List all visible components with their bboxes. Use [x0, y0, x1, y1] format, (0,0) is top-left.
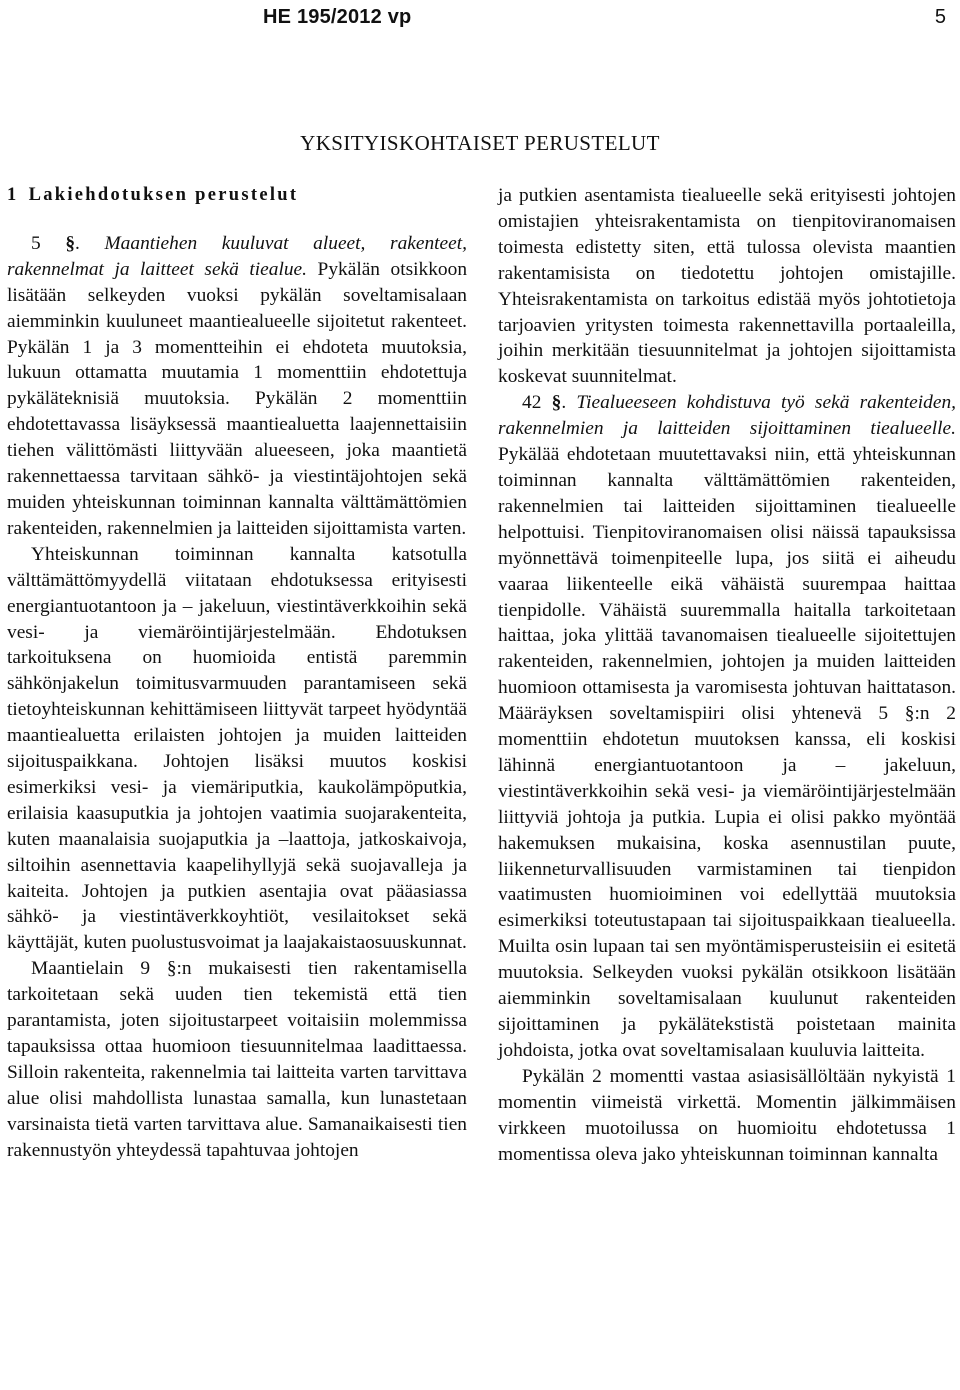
- paragraph: Pykälän 2 momentti vastaa asiasisällöltään nykyistä 1 momentin viimeistä virkettä. Momentin jälkimmäisen virkkeen muotoilussa on huomioitu ehdotetussa 1 momentissa oleva jako yhteiskunnan toiminnan kannalta: [498, 1065, 956, 1165]
- paragraph: Maantielain 9 §:n mukaisesti tien rakentamisella tarkoitetaan sekä uuden tien tekemistä että tien parantamista, joten sijoitustarpeet voitaisiin molemmissa tapauksissa ottaa huomioon tiesuunnitelmaa laadittaessa. Silloin rakenteita, rakennelmia tai laitteita varten tarvittava alue olisi mahdollista lunastaa samalla, kun lunastetaan varsinaista tietä varten tarvittava alue. Samanaikaisesti tien rakennustyön yhteydessä tapahtuvaa johtojen: [7, 958, 467, 1161]
- section-title-42: Tiealueeseen kohdistuva työ sekä rakenteiden, rakennelmien ja laitteiden sijoittaminen tiealueelle.: [498, 392, 956, 440]
- section-title: YKSITYISKOHTAISET PERUSTELUT: [300, 131, 660, 155]
- paragraph-continued: ja putkien asentamista tiealueelle sekä erityisesti johtojen omistajien yhteisrakentamista on tienpitoviranomaisen toimesta edistetty siten, että tulossa olevista maantien rakentamisista on tiedotettu johtojen omistajille. Yhteisrakentamista on tarkoitus edistää myös johtotietoja tarjoavien yritysten toimesta rakennettavilla portaaleilla, joihin merkitään tiesuunnitelmat ja johtojen sijoittamista koskevat suunnitelmat.: [498, 185, 956, 388]
- chapter-heading-text: Lakiehdotuksen perustelut: [28, 185, 299, 205]
- chapter-heading: [7, 183, 467, 209]
- section-symbol: §: [551, 392, 562, 414]
- left-column: [7, 183, 467, 1383]
- section-symbol: §: [65, 232, 76, 254]
- paragraph-42: 42 §. Tiealueeseen kohdistuva työ sekä rakenteiden, rakennelmien ja laitteiden sijoittaminen tiealueelle. Pykälää ehdotetaan muutettavaksi niin, että yhteiskunnan toiminnan kannalta välttämättömien rakenteiden, rakennelmien tai laitteiden sijoittaminen tiealueelle helpottuisi. Tienpitoviranomaisen olisi näissä tapauksissa myönnettävä toimenpiteelle lupa, jos siitä ei aiheudu vaaraa liikenteelle eikä vähäistä suurempaa haittaa tienpidolle. Vähäistä suuremmalla haitalla tarkoitetaan haittaa, joka ylittää tavanomaisen tiealueelle sijoitettujen rakenteiden, rakennelmien, johtojen ja muiden laitteiden huomioon ottamisesta ja varomisesta johtuvan haittatason. Määräyksen soveltamispiiri olisi yhtenevä 5 §:n 2 momenttiin ehdotetun muutoksen kanssa, eli koskisi lähinnä energiantuotantoon ja – jakeluun, viestintäverkkoihin sekä vesi- ja viemäröintijärjestelmään liittyviä johtoja ja putkia. Lupia ei olisi pakko myöntää hakemuksen mukaisina, koska asennustilan puute, liikenneturvallisuuden varmistaminen tai tienpidon vaatimusten huomioiminen voi edellyttää muutoksia esimerkiksi toteutustapaan tai sijoituspaikkaan tiealueella. Muilta osin lupaan tai sen myöntämisperusteisiin ei esitetä muutoksia. Selkeyden vuoksi pykälän otsikkoon lisätään aiemminkin soveltamisalaan kuulunut rakenteiden sijoittaminen ja pykälätekstistä poistetaan mainita johdoista, jotka ovat soveltamisalaan kuuluvia laitteita.: [498, 392, 956, 1061]
- page-number: 5: [934, 6, 946, 28]
- right-column: [498, 183, 956, 1383]
- chapter-number: 1: [7, 185, 19, 205]
- section-number: 42: [522, 392, 542, 414]
- paragraph-text: Pykälää ehdotetaan muutettavaksi niin, että yhteiskunnan toiminnan kannalta välttämättömien rakenteiden, rakennelmien tai laitteiden sijoittaminen tiealueelle helpottuisi. Tienpitoviranomaisen olisi näissä tapauksissa myönnettävä toimenpiteelle lupa, jos siitä ei aiheudu vaaraa liikenteelle eikä vähäistä suurempaa haittaa tienpidolle. Vähäistä suuremmalla haitalla tarkoitetaan haittaa, joka ylittää tavanomaisen tiealueelle sijoitettujen rakenteiden, rakennelmien, johtojen ja muiden laitteiden huomioon ottamisesta ja varomisesta johtuvan haittatason. Määräyksen soveltamispiiri olisi yhtenevä 5 §:n 2 momenttiin ehdotetun muutoksen kanssa, eli koskisi lähinnä energiantuotantoon ja – jakeluun, viestintäverkkoihin sekä vesi- ja viemäröintijärjestelmään liittyviä johtoja ja putkia. Lupia ei olisi pakko myöntää hakemuksen mukaisina, koska asennustilan puute, liikenneturvallisuuden varmistaminen tai tienpidon vaatimusten huomioiminen voi edellyttää muutoksia esimerkiksi toteutustapaan tai sijoituspaikkaan tiealueella. Muilta osin lupaan tai sen myöntämisperusteisiin ei esitetä muutoksia. Selkeyden vuoksi pykälän otsikkoon lisätään aiemminkin soveltamisalaan kuulunut rakenteiden sijoittaminen ja pykälätekstistä poistetaan mainita johdoista, jotka ovat soveltamisalaan kuuluvia laitteita.: [498, 444, 956, 1061]
- paragraph-text: Pykälän otsikkoon lisätään selkeyden vuoksi pykälän soveltamisalaan aiemminkin kuuluneet maantiealueelle sijoitetut rakenteet. Pykälän 1 ja 3 momentteihin ei ehdoteta muutoksia, lukuun ottamatta muutamia 1 momenttiin ehdotettuja pykäläteknisiä muutoksia. Pykälän 2 momenttiin ehdotettavassa lisäyksessä maantiealuetta laajennettaisiin tiehen välittömästi liittyvään alueeseen, joka maantietä rakennettaessa tarvitaan sähkö- ja viestintäjohtojen sekä muiden yhteiskunnan toiminnan kannalta välttämättömien rakenteiden, rakennelmien ja laitteiden sijoittamista varten.: [7, 258, 468, 539]
- page-header: [0, 0, 960, 40]
- document-id: HE 195/2012 vp: [263, 6, 412, 28]
- section-title-5: Maantiehen kuuluvat alueet, rakenteet, rakennelmat ja laitteet sekä tiealue.: [7, 232, 468, 280]
- section-number: 5: [31, 232, 41, 254]
- paragraph: Yhteiskunnan toiminnan kannalta katsotulla välttämättömyydellä viitataan ehdotuksessa erityisesti energiantuotantoon ja – jakeluun, viestintäverkkoihin sekä vesi- ja viemäröintijärjestelmään. Ehdotuksen tarkoituksena on huomioida entistä paremmin sähkönjakelun toimitusvarmuuden parantamiseen sekä tietoyhteiskunnan kehittämiseen liittyvät tarpeet hyödyntää maantiealuetta erilaisten johtojen ja muiden laitteiden sijoituspaikkana. Johtojen lisäksi muutos koskisi esimerkiksi vesi- ja viemäriputkia, kaukolämpöputkia, erilaisia kaasuputkia ja johtojen vaatimia suojarakenteita, kuten maanalaisia suojaputkia ja –laattoja, jatkoskaivoja, siltoihin asennettavia kaapelihyllyjä sekä suojavalleja ja kaiteita. Johtojen ja putkien asentajia ovat pääasiassa sähkö- ja viestintäverkkoyhtiöt, vesilaitokset sekä käyttäjät, kuten puolustusvoimat ja laajakaistaosuuskunnat.: [7, 543, 467, 954]
- paragraph-5: 5 §. Maantiehen kuuluvat alueet, rakenteet, rakennelmat ja laitteet sekä tiealue. Pykälän otsikkoon lisätään selkeyden vuoksi pykälän soveltamisalaan aiemminkin kuuluneet maantiealueelle sijoitetut rakenteet. Pykälän 1 ja 3 momentteihin ei ehdoteta muutoksia, lukuun ottamatta muutamia 1 momenttiin ehdotettuja pykäläteknisiä muutoksia. Pykälän 2 momenttiin ehdotettavassa lisäyksessä maantiealuetta laajennettaisiin tiehen välittömästi liittyvään alueeseen, joka maantietä rakennettaessa tarvitaan sähkö- ja viestintäjohtojen sekä muiden yhteiskunnan toiminnan kannalta välttämättömien rakenteiden, rakennelmien ja laitteiden sijoittamista varten.: [7, 232, 468, 539]
